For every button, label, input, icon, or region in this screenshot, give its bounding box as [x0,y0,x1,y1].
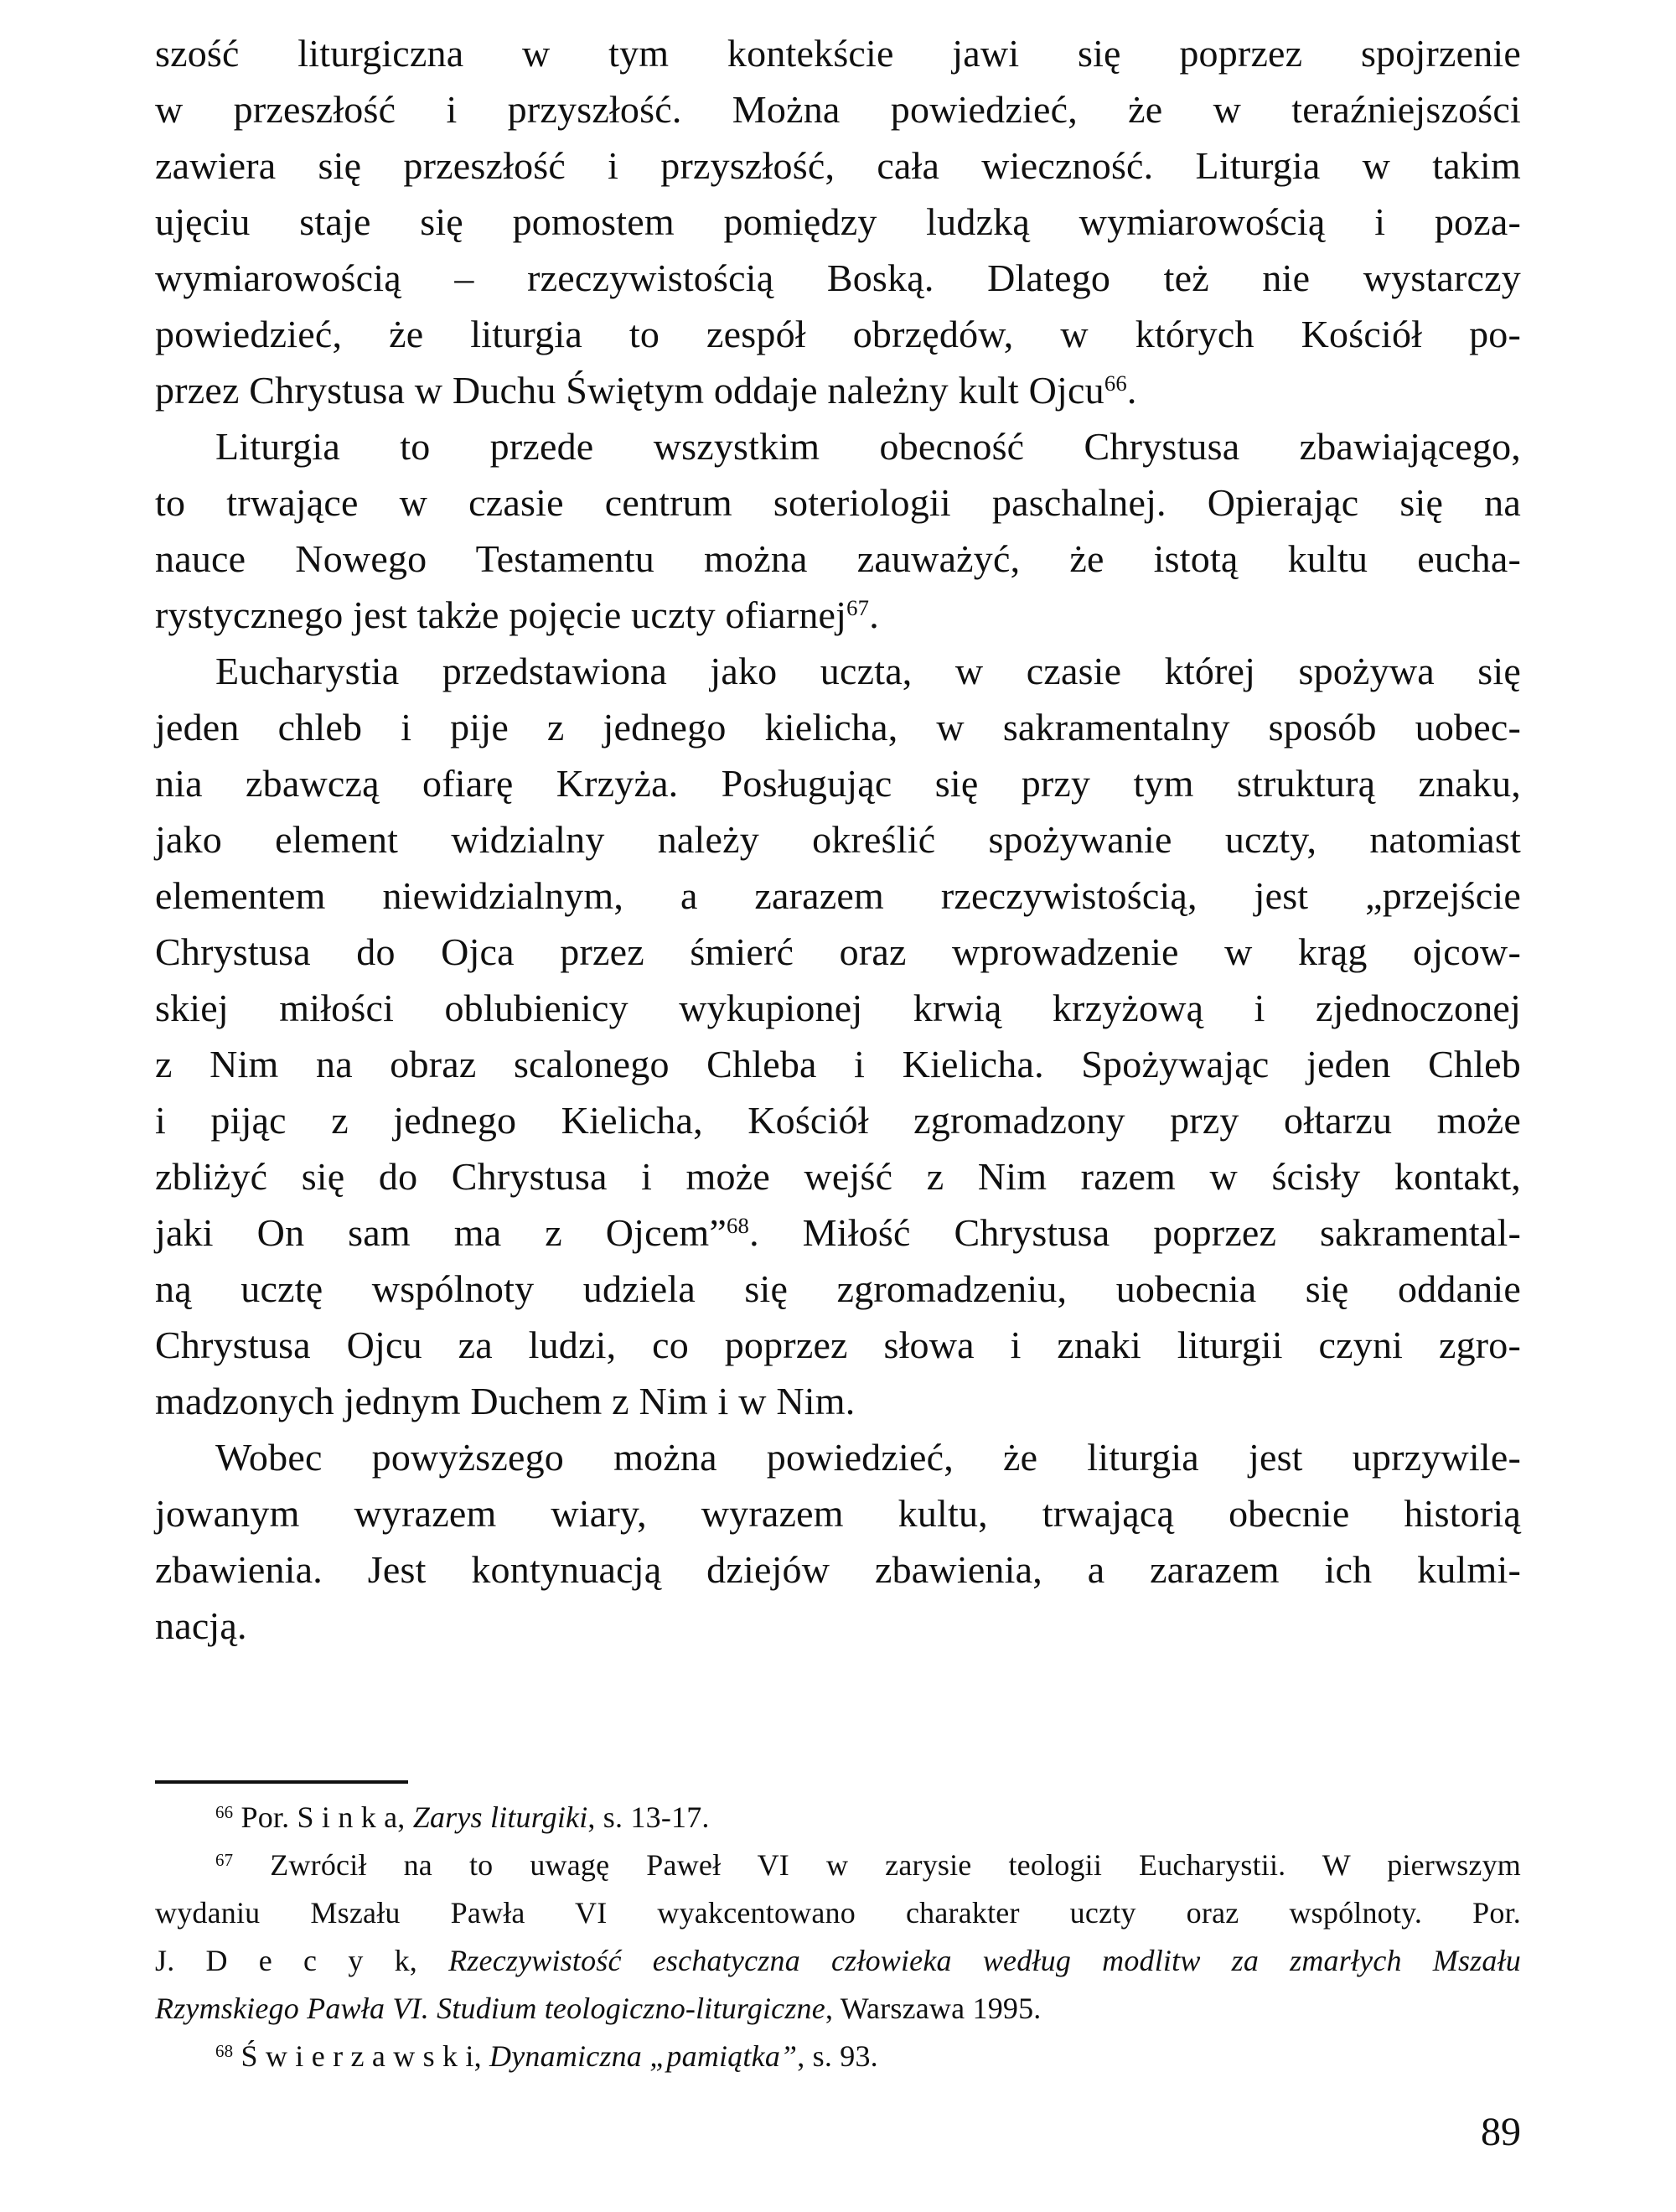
text-segment: , Warszawa 1995. [825,1992,1042,2025]
text-segment: J. D e c y k, [155,1944,449,1977]
text-segment: w przeszłość i przyszłość. Można powiedzieć, że w teraźniejszości [155,88,1521,131]
footnote-ref: 67 [215,1849,234,1870]
text-segment: Por. S i n k a, [233,1800,413,1834]
text-segment: Rzeczywistość eschatyczna człowieka według modlitw za zmarłych Mszału [448,1944,1521,1977]
text-segment: Chrystusa do Ojca przez śmierć oraz wprowadzenie w krąg ojcow- [155,930,1521,973]
text-segment: i pijąc z jednego Kielicha, Kościół zgromadzony przy ołtarzu może [155,1099,1521,1142]
text-segment: Wobec powyższego można powiedzieć, że liturgia jest uprzywile- [215,1436,1521,1479]
text-line [155,643,1521,699]
text-segment: rystycznego jest także pojęcie uczty ofiarnej [155,593,847,636]
text-segment: Dynamiczna „pamiątka” [489,2039,798,2073]
text-segment: jaki On sam ma z Ojcem” [155,1211,727,1254]
text-line [155,1261,1521,1317]
text-line [155,306,1521,362]
text-line [155,1148,1521,1204]
text-line [155,1541,1521,1598]
text-segment: . [1126,369,1137,412]
text-line [155,811,1521,868]
text-line [155,1842,1521,1889]
footnote [155,2033,1521,2080]
text-line [155,1794,1521,1842]
text-line [155,531,1521,587]
footnote-ref: 68 [215,2040,234,2061]
text-line [155,137,1521,194]
text-line [155,81,1521,137]
text-segment: zawiera się przeszłość i przyszłość, cała wieczność. Liturgia w takim [155,144,1521,187]
body-text [155,25,1521,1654]
text-line [155,2033,1521,2080]
text-segment: Rzymskiego Pawła VI. Studium teologiczno-liturgiczne [155,1992,825,2025]
paragraph [155,418,1521,643]
text-line [155,1985,1521,2033]
text-segment: ną ucztę wspólnoty udziela się zgromadzeniu, uobecnia się oddanie [155,1267,1521,1310]
footnote-ref: 67 [846,595,870,621]
text-segment: z Nim na obraz scalonego Chleba i Kielicha. Spożywając jeden Chleb [155,1043,1521,1085]
text-segment: Liturgia to przede wszystkim obecność Chrystusa zbawiającego, [215,425,1521,468]
text-line [155,362,1521,418]
text-segment: nauce Nowego Testamentu można zauważyć, że istotą kultu eucha- [155,537,1521,580]
paragraph [155,643,1521,1429]
text-segment: zbliżyć się do Chrystusa i może wejść z Nim razem w ścisły kontakt, [155,1155,1521,1198]
text-segment: madzonych jednym Duchem z Nim i w Nim. [155,1380,856,1422]
text-segment: Ś w i e r z a w s k i, [233,2039,490,2073]
text-line [155,1036,1521,1092]
text-segment: Chrystusa Ojcu za ludzi, co poprzez słowa i znaki liturgii czyni zgro- [155,1324,1521,1366]
text-segment: jowanym wyrazem wiary, wyrazem kultu, trwającą obecnie historią [155,1492,1521,1535]
text-segment: , s. 93. [797,2039,878,2073]
footnote-ref: 66 [215,1801,234,1822]
footnote-ref: 66 [1104,370,1127,396]
text-line [155,250,1521,306]
paragraph [155,25,1521,418]
footnote-ref: 68 [726,1213,750,1239]
page-number: 89 [1481,2110,1521,2154]
text-line [155,418,1521,474]
text-line [155,1889,1521,1937]
text-segment: powiedzieć, że liturgia to zespół obrzędów, w których Kościół po- [155,313,1521,355]
text-segment: zbawienia. Jest kontynuacją dziejów zbawienia, a zarazem ich kulmi- [155,1548,1521,1591]
text-line [155,1937,1521,1985]
text-segment: przez Chrystusa w Duchu Świętym oddaje należny kult Ojcu [155,369,1104,412]
footnote-separator [155,1780,408,1784]
text-segment: Eucharystia przedstawiona jako uczta, w czasie której spożywa się [215,650,1521,692]
text-line [155,1598,1521,1654]
footnote [155,1842,1521,2033]
text-segment: . Miłość Chrystusa poprzez sakramental- [749,1211,1522,1254]
text-segment: wymiarowością – rzeczywistością Boską. Dlatego też nie wystarczy [155,256,1521,299]
text-segment: szość liturgiczna w tym kontekście jawi się poprzez spojrzenie [155,32,1521,75]
text-line [155,1317,1521,1373]
text-segment: Zarys liturgiki [412,1800,588,1834]
text-line [155,699,1521,755]
text-line [155,587,1521,643]
text-segment: , s. 13-17. [587,1800,710,1834]
text-line [155,1092,1521,1148]
text-line [155,1373,1521,1429]
text-line [155,1485,1521,1541]
footnotes-list [155,1794,1521,2080]
footnote [155,1794,1521,1842]
text-segment: jako element widzialny należy określić spożywanie uczty, natomiast [155,818,1521,861]
text-segment: . [869,593,879,636]
text-line [155,1429,1521,1485]
text-line [155,924,1521,980]
text-line [155,194,1521,250]
text-segment: wydaniu Mszału Pawła VI wyakcentowano charakter uczty oraz wspólnoty. Por. [155,1896,1521,1930]
text-segment: to trwające w czasie centrum soteriologii paschalnej. Opierając się na [155,481,1521,524]
text-segment: elementem niewidzialnym, a zarazem rzeczywistością, jest „przejście [155,874,1521,917]
text-segment: ujęciu staje się pomostem pomiędzy ludzką wymiarowością i poza- [155,200,1521,243]
text-line [155,25,1521,81]
text-segment: nacją. [155,1604,247,1647]
text-line [155,474,1521,531]
text-line [155,980,1521,1036]
text-line [155,755,1521,811]
text-segment: jeden chleb i pije z jednego kielicha, w sakramentalny sposób uobec- [155,706,1521,749]
text-segment: skiej miłości oblubienicy wykupionej krwią krzyżową i zjednoczonej [155,987,1521,1029]
text-segment: Zwrócił na to uwagę Paweł VI w zarysie teologii Eucharystii. W pierwszym [233,1848,1521,1882]
text-line [155,1204,1521,1261]
paragraph [155,1429,1521,1654]
text-line [155,868,1521,924]
text-segment: nia zbawczą ofiarę Krzyża. Posługując się przy tym strukturą znaku, [155,762,1521,805]
